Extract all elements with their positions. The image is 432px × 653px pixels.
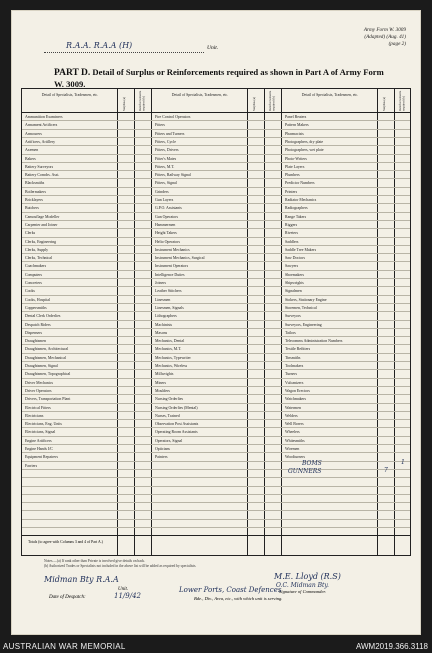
header-reinforcements: Reinforcements required (b) — [268, 90, 276, 111]
handwritten-value-reinforcements: 1 — [401, 458, 405, 466]
table-row-label: Lithographers — [155, 314, 177, 319]
table-row-label: Farriers — [25, 463, 38, 468]
table-row-line — [22, 361, 410, 362]
table-row-label: Nursing Orderlies (Mental) — [155, 405, 198, 410]
table-row-label: Surveyors — [285, 314, 301, 319]
handwritten-value-surplus: 7 — [384, 466, 388, 474]
table-row-line — [22, 228, 410, 229]
table-row-label: Butchers — [25, 206, 39, 211]
table-row-line — [22, 527, 410, 528]
table-row-label: Clerks, Supply — [25, 247, 49, 252]
table-row-label: Ammunition Examiners — [25, 115, 63, 119]
table-row-label: Fitters, Cycle — [155, 139, 176, 144]
table-row-label: Mechanics, Wireless — [155, 364, 188, 368]
table-row-label: Battery Surveyors — [25, 164, 54, 169]
table-row-label: Fitters, Railway Signal — [155, 173, 191, 178]
table-row-label: Clerks, Technical — [25, 256, 53, 261]
table-row-label: Gun Operators — [155, 214, 179, 219]
table-row-line — [22, 137, 410, 138]
table-row-label: Leather Stitchers — [155, 289, 182, 294]
table-row-line — [22, 469, 410, 470]
table-row-label: Dental Clerk Orderlies — [25, 314, 61, 319]
table-row-label: Surveyors, Engineering — [285, 322, 322, 327]
table-row-label: Instrument Mechanics, Surgical — [155, 256, 205, 261]
table-row-label: Fitter's Mates — [155, 156, 177, 161]
despatch-date: 11/9/42 — [114, 592, 141, 600]
table-row-label: Axemen — [25, 148, 39, 153]
table-row-line — [22, 303, 410, 304]
table-row-label: Coachmakers — [25, 264, 47, 269]
signature-label: Signature of Commander. — [279, 589, 326, 594]
table-row-line — [22, 336, 410, 337]
table-row-label: Engine Hands I/C — [25, 447, 53, 451]
unit-handwritten: Midman Bty R.A.A — [44, 575, 119, 584]
table-row-line — [22, 203, 410, 204]
table-row-label: Storemen, Technical — [285, 305, 317, 310]
table-row-line — [22, 145, 410, 146]
table-row-line — [22, 369, 410, 370]
table-row-label: Joiners — [155, 281, 167, 285]
table-row-line — [22, 245, 410, 246]
table-row-line — [22, 311, 410, 312]
table-row-label: Cooks, Hospital — [25, 297, 51, 302]
table-row-label: Shipwrights — [285, 281, 304, 285]
table-row-line — [22, 444, 410, 445]
table-row-label: Fitters, Drivers — [155, 148, 179, 153]
caption-accession-number: AWM2019.366.3118 — [355, 642, 428, 651]
table-row-label: Predictor Numbers — [285, 181, 315, 186]
table-row-label: Masons — [155, 330, 168, 335]
table-row-label: Hammermen — [155, 222, 176, 227]
table-row-line — [22, 212, 410, 213]
table-row-label: Bakers — [25, 156, 36, 161]
table-row-label: Mechanics, M.T. — [155, 347, 182, 352]
table-row-line — [22, 220, 410, 221]
table-row-label: Pattern Makers — [285, 123, 309, 128]
header-surplus: Surplus (a) — [122, 96, 126, 111]
table-row-line — [22, 253, 410, 254]
unit-field-dotted-line — [44, 52, 204, 53]
table-row-line — [22, 286, 410, 287]
table-row-label: Nurses, Trained — [155, 413, 180, 418]
table-row-label: Wheelers — [285, 430, 300, 435]
table-row-line — [22, 427, 410, 428]
note-b: (b) Authorized Trades or Specialists not included in the above list will be added as required by specialists. — [44, 563, 197, 568]
table-row-label: Signalmen — [285, 289, 302, 294]
form-title — [54, 67, 394, 90]
table-row-label: Watermen — [285, 405, 301, 410]
table-row-label: Computers — [25, 272, 43, 277]
table-row-line — [22, 162, 410, 163]
archive-caption — [0, 640, 432, 653]
table-row-line — [22, 129, 410, 130]
table-row-label: Instrument Mechanics — [155, 247, 190, 252]
table-row-label: Printers — [285, 189, 298, 194]
unit-field-value: R.A.A. R.A.A (H) — [66, 41, 133, 50]
table-row-label: Saddle Tree Makers — [285, 247, 317, 252]
table-row-label: Clerks, Engineering — [25, 239, 57, 244]
table-row-label: Cooks — [25, 289, 35, 294]
table-row-line — [22, 394, 410, 395]
table-row-label: Despatch Riders — [25, 322, 51, 327]
header-detail: Detail of Specialists, Tradesmen, etc. — [41, 93, 99, 97]
table-row-label: Shoemakers — [285, 272, 305, 277]
table-row-label: Saddlers — [285, 239, 299, 244]
table-row-label: Mechanics, Typewriter — [155, 355, 191, 360]
commander-title: O.C. Midman Bty. — [276, 582, 329, 589]
table-row-line — [22, 320, 410, 321]
table-row-label: Millwrights — [155, 372, 174, 377]
table-row-line — [22, 120, 410, 121]
table-row-line — [22, 411, 410, 412]
table-row-label: Operators, Signal — [155, 438, 183, 443]
table-row-label: Range Takers — [285, 214, 307, 219]
table-row-label: Stokers, Stationary Engine — [285, 297, 327, 302]
form-reference — [364, 27, 406, 48]
table-row-label: Nursing Orderlies — [155, 397, 183, 402]
table-row-label: Helio Operators — [155, 239, 180, 244]
table-row-label: Turners — [285, 372, 297, 377]
table-row-label: Electricians — [25, 413, 44, 418]
table-row-line — [22, 510, 410, 511]
table-row-line — [22, 178, 410, 179]
table-row-label: Camouflage Modeller — [25, 214, 60, 219]
unit-field-label: Unit. — [207, 45, 219, 51]
table-row-label: Draughtsmen — [25, 339, 46, 344]
table-row-label: Sawyers — [285, 264, 299, 269]
table-row-label: Riveters — [285, 231, 298, 236]
table-row-label: Whitesmiths — [285, 438, 305, 443]
table-row-label: Draughtsmen, Architectural — [25, 347, 69, 352]
table-row-label: Driver Mechanics — [25, 380, 53, 385]
table-row-label: Height Takers — [155, 231, 177, 236]
table-row-line — [22, 328, 410, 329]
commander-signature: M.E. Lloyd (R.S) — [274, 572, 341, 581]
table-header — [22, 89, 410, 113]
table-row-label: Fitters, M.T. — [155, 164, 175, 169]
table-row-label: Watchmakers — [285, 397, 307, 402]
table-row-line — [22, 170, 410, 171]
table-row-label: Armament Artificers — [25, 123, 58, 128]
table-row-label: Intelligence Duties — [155, 272, 185, 277]
unit-label: Unit. — [118, 587, 129, 592]
table-row-label: Artificers, Artillery — [25, 139, 56, 144]
table-row-label: Operating Room Assistants — [155, 430, 198, 435]
table-row-label: Wiremen — [285, 447, 300, 451]
form-title-part: PART D. — [54, 68, 91, 78]
table-row-label: Electricians, Signal — [25, 430, 56, 435]
table-row-line — [22, 237, 410, 238]
table-row-label: Toolmakers — [285, 364, 304, 368]
table-row-label: Miners — [155, 380, 167, 385]
table-row-line — [22, 419, 410, 420]
header-reinforcements: Reinforcements required (b) — [398, 90, 406, 111]
note-a: Notes.—(a) If rank other than Private is involved give details on back. — [44, 559, 146, 563]
table-row-label: Instrument Operators — [155, 264, 189, 269]
table-row-label: Draughtsmen, Topographical — [25, 372, 71, 377]
table-row-line — [22, 519, 410, 520]
table-row-line — [22, 502, 410, 503]
table-row-label: Boilermakers — [25, 189, 46, 194]
table-row-label: Draughtsmen, Mechanical — [25, 355, 67, 360]
table-row-label: Saw Doctors — [285, 256, 305, 261]
table-row-label: Welders — [285, 413, 298, 418]
table-row-line — [22, 486, 410, 487]
table-row-label: Armourers — [25, 131, 42, 136]
table-row-label: Fitters, Signal — [155, 181, 177, 186]
table-row-label: Radiator Mechanics — [285, 198, 317, 202]
header-detail: Detail of Specialists, Tradesmen, etc. — [171, 93, 229, 97]
despatch-label: Date of Despatch: — [49, 595, 86, 600]
table-row-label: Battery Comdrs. Asst. — [25, 173, 60, 178]
table-row-label: Carpenter and Joiner — [25, 222, 58, 227]
table-row-line — [22, 261, 410, 262]
table-row-label: Photo-Writers — [285, 156, 307, 161]
form-ref-line2: (Adapted) (Aug. 41) — [364, 34, 406, 40]
table-row-label: Gun Layers — [155, 198, 174, 202]
table-row-label: Bricklayers — [25, 198, 43, 202]
form-ref-line3: (page 2) — [388, 41, 406, 47]
table-row-label: Photographers, dry plate — [285, 139, 324, 144]
table-row-label: Equipment Repairers — [25, 455, 58, 460]
table-row-label: Driver Operators — [25, 388, 52, 393]
table-row-label: Tinsmiths — [285, 355, 301, 360]
table-row-line — [22, 154, 410, 155]
table-row-label: Vulcanizers — [285, 380, 304, 385]
table-row-label: Grinders — [155, 189, 169, 194]
formation-label: Bde., Div., Area, etc., with which unit is serving. — [194, 596, 283, 601]
table-row-label: Woodturners — [285, 455, 305, 460]
table-row-label: Riggers — [285, 222, 298, 227]
header-detail: Detail of Specialists, Tradesmen, etc. — [301, 93, 359, 97]
table-row-label: Blacksmiths — [25, 181, 45, 186]
table-row-line — [22, 195, 410, 196]
handwritten-entry-gunners: GUNNERS — [288, 467, 322, 475]
table-row-label: Fitters and Turners — [155, 131, 185, 136]
table-row-label: Radiographers — [285, 206, 308, 211]
table-row-label: Pharmacists — [285, 131, 304, 136]
table-row-label: Photographers, wet plate — [285, 148, 324, 153]
table-row-line — [22, 344, 410, 345]
caption-institution: AUSTRALIAN WAR MEMORIAL — [3, 642, 126, 651]
table-row-label: Concreters — [25, 281, 42, 285]
table-row-label: Linesmen, Signals — [155, 305, 184, 310]
unit-field — [44, 41, 244, 55]
form-title-text: Detail of Surplus or Reinforcements required as shown in Part A of Army Form W. 3009. — [54, 67, 384, 89]
table-row-label: Dispensers — [25, 330, 43, 335]
table-row-label: Observation Post Assistants — [155, 422, 199, 427]
table-row-label: Wagon Erectors — [285, 388, 310, 393]
table-row-label: Clerks — [25, 231, 36, 236]
totals-row — [22, 535, 410, 555]
formation-handwritten: Lower Ports, Coast Defences — [179, 586, 282, 594]
table-row-label: Textile Refitters — [285, 347, 311, 352]
table-row-line — [22, 436, 410, 437]
form-ref-line1: Army Form W. 3009 — [363, 27, 406, 33]
table-row-label: Electrical Fitters — [25, 405, 51, 410]
table-row-label: Coppersmiths — [25, 305, 47, 310]
notes — [44, 559, 394, 568]
table-row-label: Linesmen — [155, 297, 171, 302]
header-surplus: Surplus (a) — [252, 96, 256, 111]
table-row-label: Tailors — [285, 330, 296, 335]
table-row-label: Fitters — [155, 123, 165, 128]
table-row-label: Fire Control Operators — [155, 115, 191, 119]
table-row-label: Plumbers — [285, 173, 300, 178]
header-surplus: Surplus (a) — [382, 96, 386, 111]
table-row-line — [22, 278, 410, 279]
table-row-line — [22, 270, 410, 271]
table-row-line — [22, 461, 410, 462]
table-row-label: G.P.O. Assistants — [155, 206, 182, 211]
table-row-label: Drivers, Transportation Plant — [25, 397, 71, 402]
table-row-label: Mechanics, Dental — [155, 339, 185, 344]
specialists-table — [21, 88, 411, 556]
table-row-label: Panel Beaters — [285, 115, 307, 119]
table-row-label: Opticians — [155, 447, 170, 451]
table-row-label: Machinists — [155, 322, 173, 327]
table-row-line — [22, 378, 410, 379]
table-row-line — [22, 187, 410, 188]
table-row-label: Telecomms Administration Numbers — [285, 339, 343, 344]
table-row-label: Painters — [155, 455, 168, 460]
table-row-line — [22, 477, 410, 478]
table-row-line — [22, 452, 410, 453]
table-row-label: Well Borers — [285, 422, 304, 427]
table-row-label: Electricians, Eng. Units — [25, 422, 62, 427]
table-row-line — [22, 386, 410, 387]
table-row-line — [22, 353, 410, 354]
totals-label: Totals (to agree with Columns 3 and 4 of Part A.) — [28, 540, 103, 544]
table-row-label: Plate Layers — [285, 164, 305, 169]
table-row-label: Draughtsmen, Signal — [25, 364, 58, 368]
table-row-label: Moulders — [155, 388, 170, 393]
table-row-line — [22, 403, 410, 404]
table-row-line — [22, 494, 410, 495]
header-reinforcements: Reinforcements required (b) — [138, 90, 146, 111]
table-row-line — [22, 295, 410, 296]
table-row-label: Engine Artificers — [25, 438, 52, 443]
handwritten-entry-boms: BOMS — [302, 459, 322, 467]
